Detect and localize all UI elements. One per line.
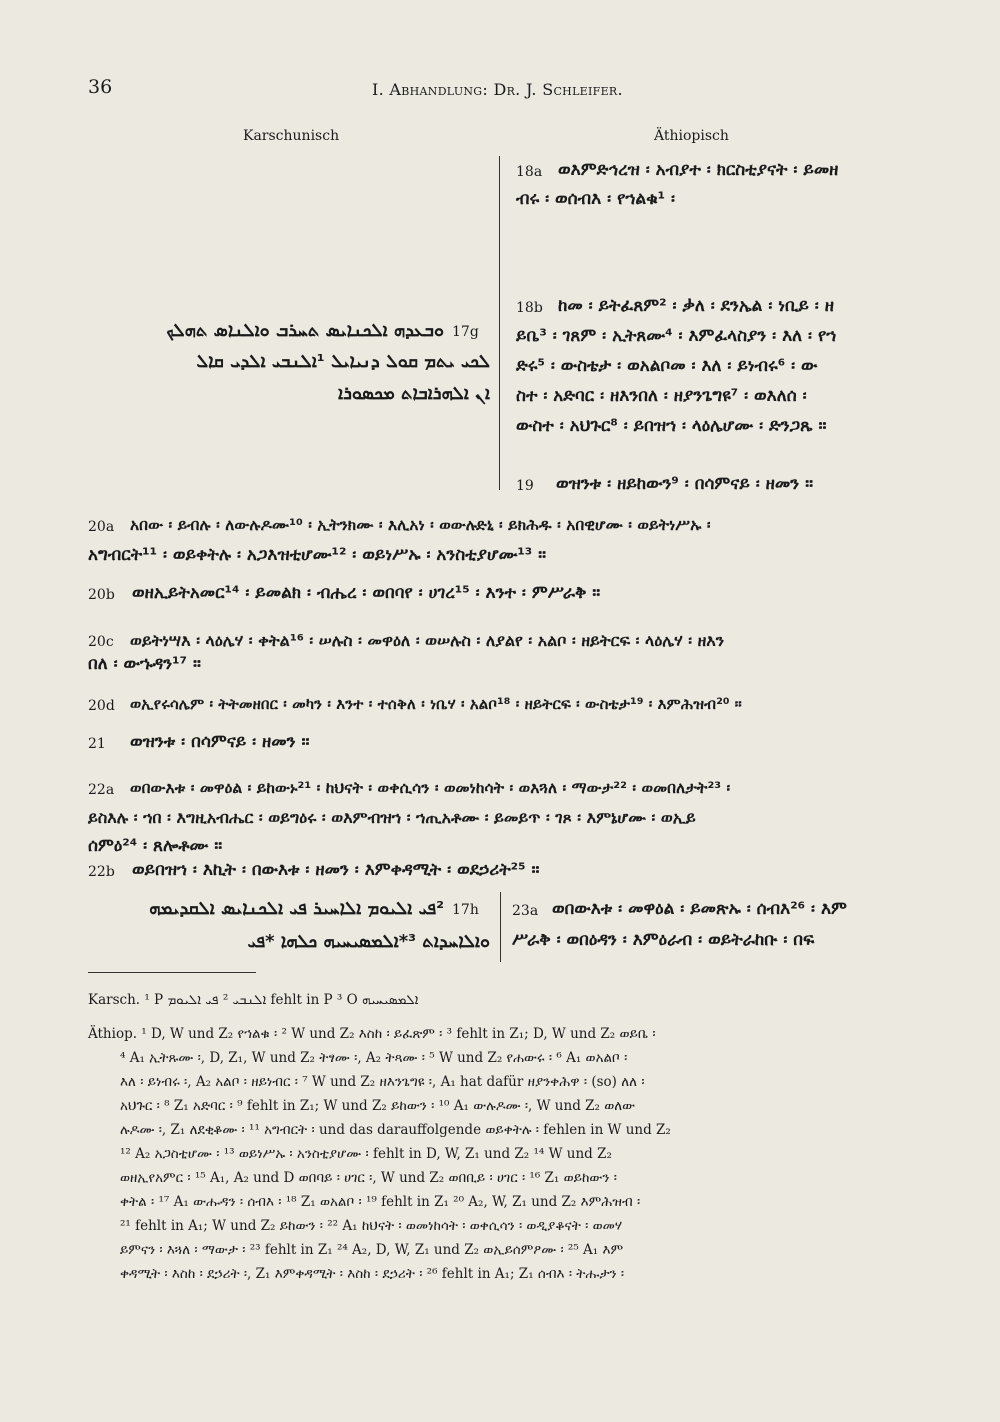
column-divider (500, 892, 501, 962)
verse-label: 19 (516, 478, 534, 494)
verse-label: 22a (88, 782, 115, 798)
footnote-line: ²¹ fehlt in A₁; W und Z₂ ይከውን ፡ ²² A₁ ከህናት ፡ ወመነከሳት ፡ ወቀሲሳን ፡ ወዲያቆናት ፡ ወመሃ (120, 1218, 623, 1234)
column-heading-right: Äthiopisch (654, 128, 729, 144)
verse-line: ወኢየሩሳሌም ፡ ትትመዘበር ፡ መካን ፡ እንተ ፡ ተሰቅለ ፡ ነቤሃ ፡ አልቦ¹⁸ ፡ ዘይትርፍ ፡ ውስቴታ¹⁹ ፡ እምሕዝብ²⁰ ። (130, 695, 742, 713)
verse-label: 23a (512, 903, 539, 919)
verse-line: ወበውእቱ ፡ መዋዕል ፡ ይመጽኡ ፡ ሰብእ²⁶ ፡ እም (552, 899, 847, 919)
running-title: I. Abhandlung: Dr. J. Schleifer. (372, 80, 623, 99)
footnote-karsch: Karsch. ¹ P ܐܠܢܒܝ ² ܦܝ ܐܠܝܘܡ fehlt in P ³ O ܐܠܡܣܝܚܝܗ (88, 992, 419, 1008)
verse-label: 18a (516, 164, 543, 180)
karshuni-line: ܘܒܥܕܗ ܐܠܟܢܐܝܣ ܬܚܪܒ ܘܐܠܢܐܣ ܬܗܠܟ (166, 320, 444, 341)
verse-line: ወዝንቱ ፡ በሳምናይ ፡ ዘመን ። (130, 732, 310, 752)
karshuni-line: ܠܟܝ ܝܬܡ ܩܘܠ ܕܢܝܐܝܠ ¹ܐܠܢܒܝ ܐܠܕܝ ܩܐܠ (196, 351, 490, 372)
verse-line: ሥራቅ ፡ ወበዕዳን ፡ እምዕራብ ፡ ወይትራከቡ ፡ በፍ (512, 930, 815, 950)
verse-label: 22b (88, 864, 115, 880)
verse-label: 17g (452, 324, 479, 340)
karshuni-line: ܘܐܠܐܚܕܐܬ ³*ܐܠܡܣܝܚܝܗ ܟܠܗܐ *ܦܝ (247, 931, 490, 952)
page-number: 36 (88, 76, 113, 98)
verse-line: ውስተ ፡ አህጉር⁸ ፡ ይበዝኀ ፡ ላዕሌሆሙ ፡ ድንጋጼ ። (516, 416, 827, 436)
verse-line: ወዘኢይትአመር¹⁴ ፡ ይመልክ ፡ ብሔረ ፡ ወበባየ ፡ ሀገረ¹⁵ ፡ እንተ ፡ ምሥራቅ ። (132, 583, 601, 603)
verse-label: 20d (88, 698, 115, 714)
verse-line: ብሩ ፡ ወሰብእ ፡ የኀልቁ¹ ፡ (516, 189, 676, 209)
footnote-line: Äthiop. ¹ D, W und Z₂ የኀልቁ ፡ ² W und Z₂ እስከ ፡ ይፈጽም ፡ ³ fehlt in Z₁; D, W und Z₂ ወይቤ ፡ (88, 1026, 656, 1042)
verse-line: ወይትነሣእ ፡ ላዕሌሃ ፡ ቀትል¹⁶ ፡ ሠሉስ ፡ መዋዕለ ፡ ወሠሉስ ፡ ለያልየ ፡ አልቦ ፡ ዘይትርፍ ፡ ላዕሌሃ ፡ ዘእን (130, 631, 725, 650)
verse-label: 20a (88, 519, 115, 535)
verse-line: ወበውእቱ ፡ መዋዕል ፡ ይከውኑ²¹ ፡ ከህናት ፡ ወቀሲሳን ፡ ወመነከሳት ፡ ወእጓለ ፡ ማውታ²² ፡ ወመበለታት²³ ፡ (130, 779, 731, 797)
footnote-rule (88, 972, 256, 973)
footnote-line: እለ ፡ ይነብሩ ፡, A₂ አልቦ ፡ ዘይነብር ፡ ⁷ W und Z₂ ዘእንጌግዩ ፡, A₁ hat dafür ዘያንቀሕዋ ፡ (so) ለለ ፡ (120, 1074, 645, 1090)
karshuni-line: ²ܦܝ ܐܠܝܘܡ ܐܠܐܚܝܪ ܦܝ ܐܠܟܢܐܝܣ ܐܠܩܕܝܡܗ (149, 898, 444, 919)
footnote-line: ቀዳሚት ፡ እስከ ፡ ደኃሪት ፡, Z₁ እምቀዳሚት ፡ እስከ ፡ ደኃሪት ፡ ²⁶ fehlt in A₁; Z₁ ሰብእ ፡ ትሑታን ፡ (120, 1266, 625, 1282)
footnote-line: ይምናን ፡ እጓለ ፡ ማውታ ፡ ²³ fehlt in Z₁ ²⁴ A₂, D, W, Z₁ und Z₂ ወኢይሰምዖሙ ፡ ²⁵ A₁ እም (120, 1242, 624, 1258)
footnote-line: ¹² A₂ አጋስቲሆሙ ፡ ¹³ ወይነሥኡ ፡ አንስቲያሆሙ ፡ fehlt in D, W, Z₁ und Z₂ ¹⁴ W und Z₂ (120, 1146, 612, 1162)
column-heading-left: Karschunisch (243, 128, 340, 144)
footnote-line: አህጉር ፡ ⁸ Z₁ አድባር ፡ ⁹ fehlt in Z₁; W und Z₂ ይከውን ፡ ¹⁰ A₁ ውሉዶሙ ፡, W und Z₂ ወለው (120, 1098, 636, 1114)
verse-line: ወእምድኅረዝ ፡ አብያተ ፡ ክርስቲያናት ፡ ይመዘ (558, 160, 839, 180)
footnote-line: ⁴ A₁ ኢትጹሙ ፡, D, Z₁, W und Z₂ ትፃሙ ፡, A₂ ትጻሙ ፡ ⁵ W und Z₂ የሐውሩ ፡ ⁶ A₁ ወአልቦ ፡ (120, 1050, 628, 1066)
karshuni-line: ܐܢ ܐܠܗܪܐܒܐܬ ܡܟܣܘܪܐ (338, 383, 490, 404)
verse-label: 20b (88, 587, 115, 603)
column-divider (499, 156, 500, 490)
verse-line: ድሩ⁵ ፡ ውስቴታ ፡ ወአልቦመ ፡ እለ ፡ ይነብሩ⁶ ፡ ው (516, 356, 818, 376)
verse-line: ወዝንቱ ፡ ዘይከውን⁹ ፡ በሳምናይ ፡ ዘመን ። (556, 474, 814, 494)
verse-line: ሰምዕ²⁴ ፡ ጸሎቶሙ ። (88, 836, 223, 856)
verse-line: ወይበዝኀ ፡ እኪት ፡ በውእቱ ፡ ዘመን ፡ እምቀዳሚት ፡ ወደኃሪት²⁵ ። (132, 860, 540, 880)
footnote-line: ሉዶሙ ፡, Z₁ ለደቂቆሙ ፡ ¹¹ አግብርት ፡ und das darauffolgende ወይቀትሉ ፡ fehlen in W und Z₂ (120, 1122, 671, 1138)
footnote-line: ቀትል ፡ ¹⁷ A₁ ውሑዳን ፡ ሰብእ ፡ ¹⁸ Z₁ ወአልቦ ፡ ¹⁹ fehlt in Z₁ ²⁰ A₂, W, Z₁ und Z₂ እምሕዝብ ፡ (120, 1194, 641, 1210)
verse-line: በለ ፡ ውኁዳን¹⁷ ። (88, 654, 201, 674)
verse-line: አግብርት¹¹ ፡ ወይቀትሉ ፡ አጋእዝቲሆሙ¹² ፡ ወይነሥኡ ፡ አንስቲያሆሙ¹³ ። (88, 545, 547, 565)
verse-label: 17h (452, 902, 479, 918)
verse-line: ከመ ፡ ይትፈጸም² ፡ ቃለ ፡ ደንኤል ፡ ነቢይ ፡ ዘ (558, 296, 834, 316)
verse-line: ይስእሉ ፡ ኀበ ፡ እግዚአብሔር ፡ ወይግዕሩ ፡ ወእምብዝኀ ፡ ኀጢአቶሙ ፡ ይመይጥ ፡ ገጾ ፡ እምኔሆሙ ፡ ወኢይ (88, 808, 696, 827)
verse-line: አበው ፡ ይብሉ ፡ ለውሉዶሙ¹⁰ ፡ ኢትንክሙ ፡ እሊአነ ፡ ወውሉድኒ ፡ ይክሕዱ ፡ አበዊሆሙ ፡ ወይትነሥኡ ፡ (130, 516, 711, 534)
verse-label: 21 (88, 736, 106, 752)
verse-line: ይቤ³ ፡ ገጸም ፡ ኢትጸሙ⁴ ፡ እምፈላስያን ፡ እለ ፡ የኀ (516, 326, 837, 346)
verse-line: ስተ ፡ አድባር ፡ ዘእንበለ ፡ ዘያንጌግዩ⁷ ፡ ወእለሰ ፡ (516, 386, 807, 406)
verse-label: 20c (88, 634, 114, 650)
verse-label: 18b (516, 300, 543, 316)
footnote-line: ወዘኢየአምር ፡ ¹⁵ A₁, A₂ und D ወበባይ ፡ ሀገር ፡, W und Z₂ ወበቢይ ፡ ሀገር ፡ ¹⁶ Z₁ ወይከውን ፡ (120, 1170, 617, 1186)
